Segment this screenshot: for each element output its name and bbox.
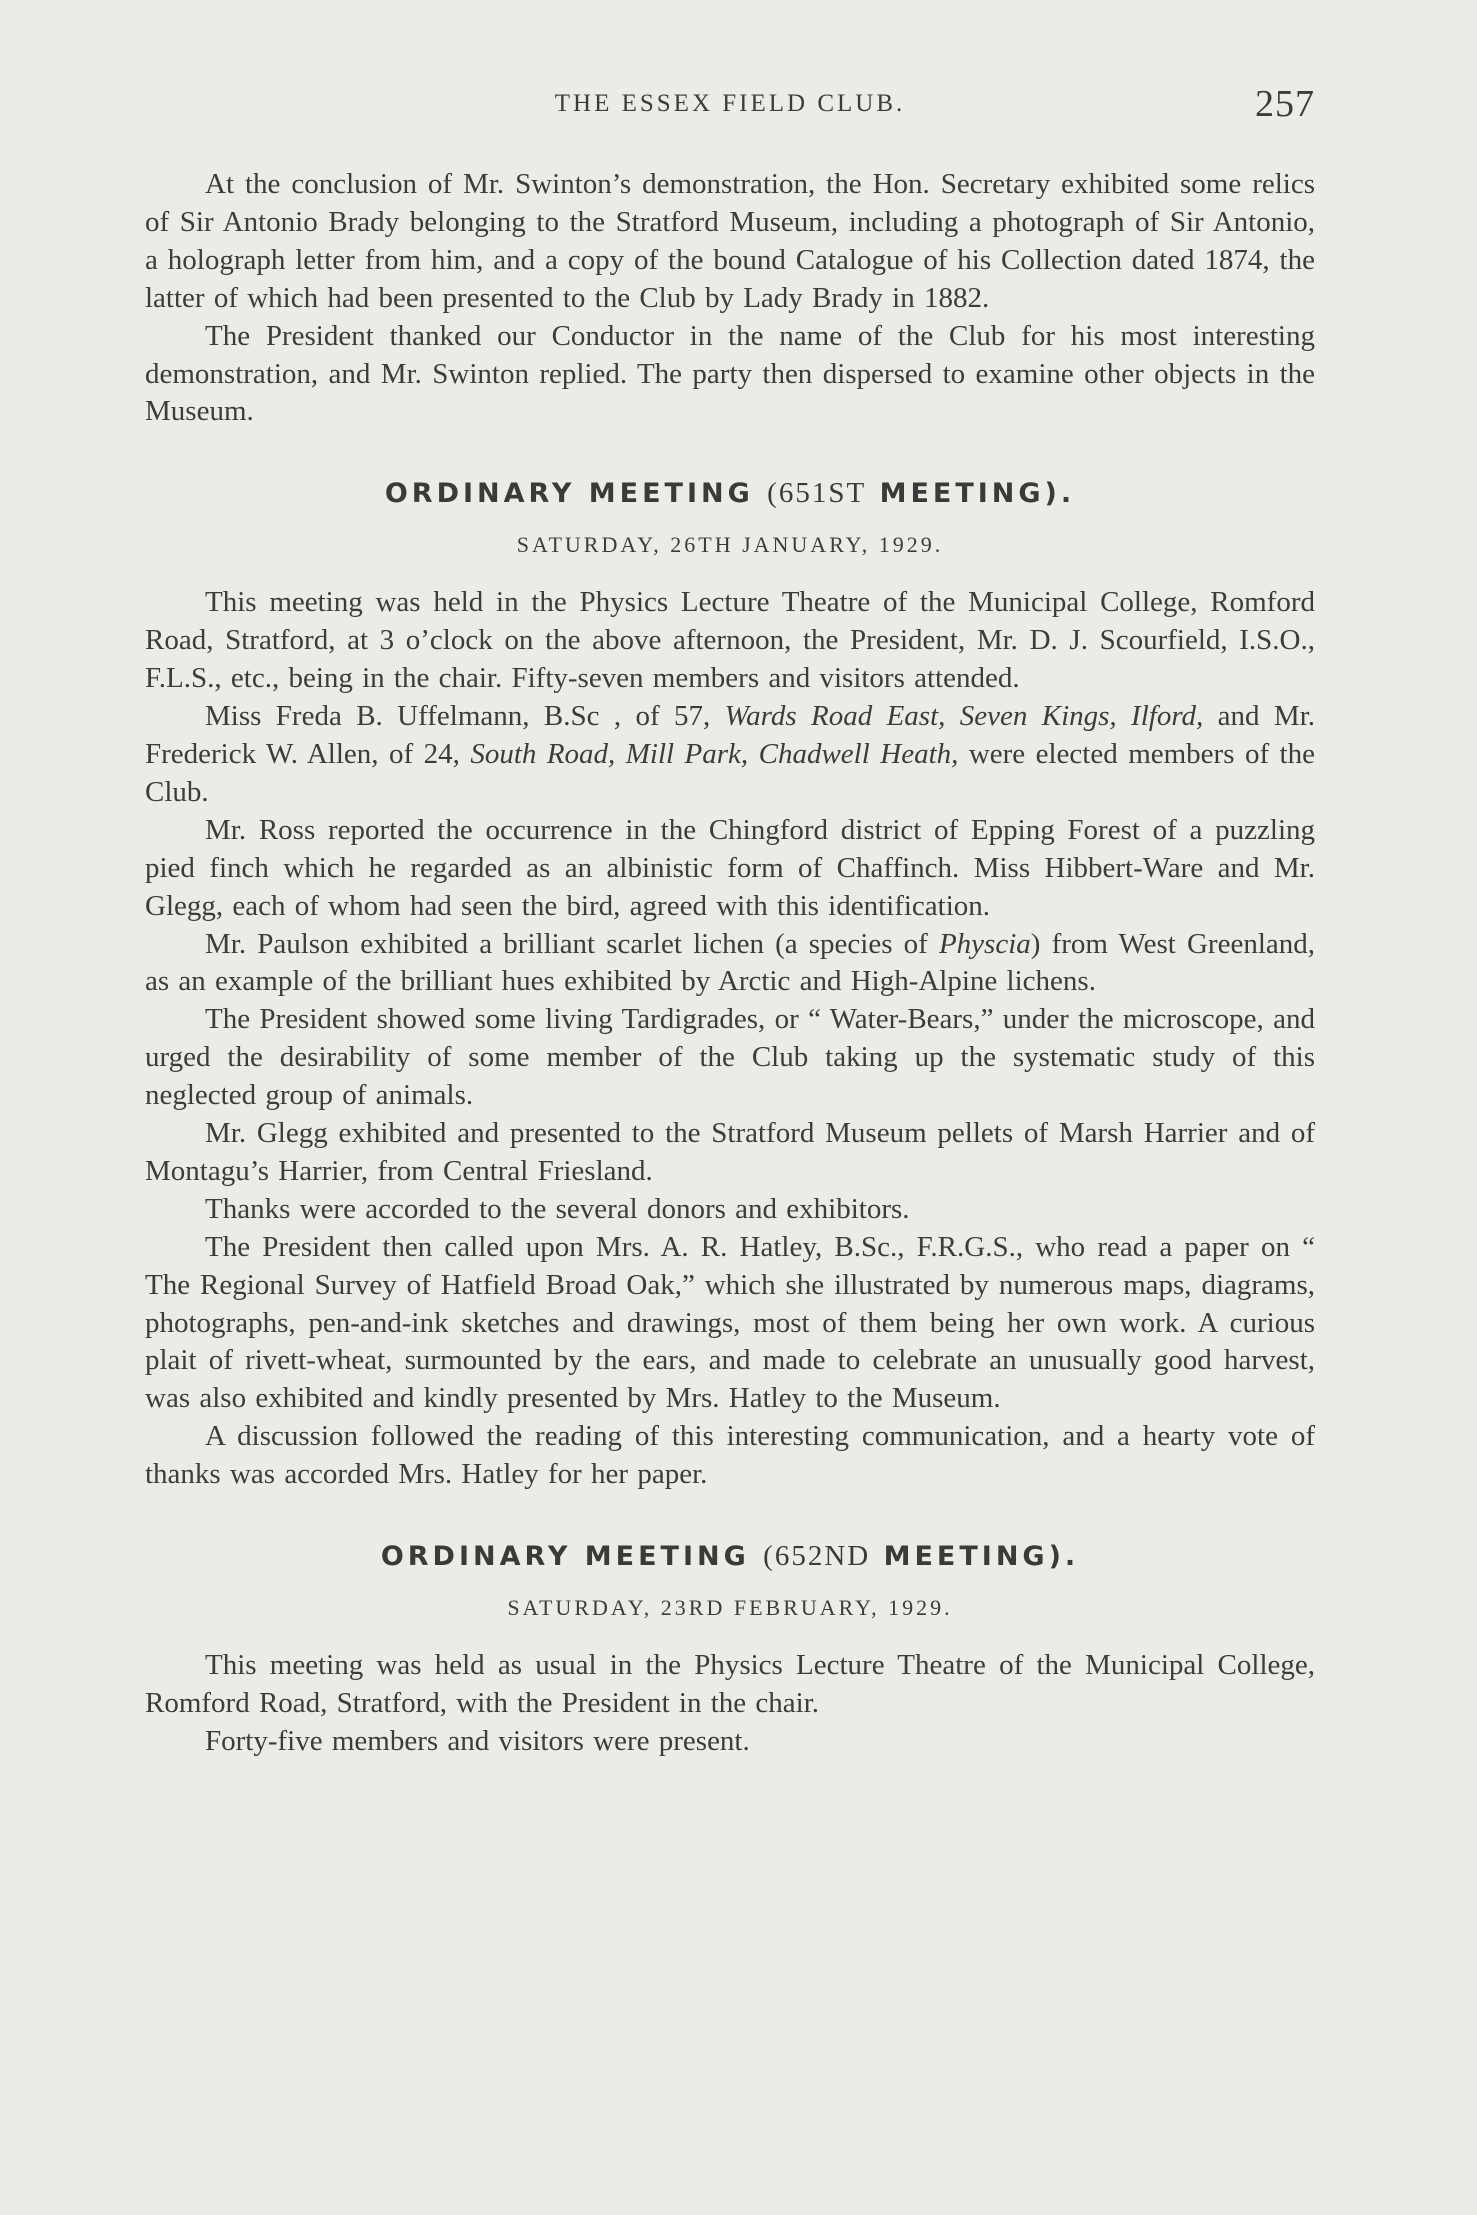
page-number: 257	[1255, 83, 1315, 125]
text-run: ) from West Greenland, as an example of the brilliant hues exhibited by Arctic and High-Alpine lichens.	[145, 927, 1315, 998]
heading-number: (651ST	[767, 477, 867, 510]
heading-number: (652ND	[763, 1540, 871, 1573]
meeting-date: SATURDAY, 26TH JANUARY, 1929.	[516, 532, 944, 558]
text-run: Mr. Paulson exhibited a brilliant scarlet lichen (a species of	[205, 927, 939, 960]
paragraph: Mr. Ross reported the occurrence in the Chingford district of Epping Forest of a puzzling pied finch which he regarded as an albinistic form of Chaffinch. Miss Hibbert-Ware and Mr. Glegg, each of whom had seen the bird, agreed with this identification.	[145, 813, 1315, 922]
paragraph: The President thanked our Conductor in the name of the Club for his most interesting demonstration, and Mr. Swinton replied. The party then dispersed to examine other objects in the Museum.	[145, 319, 1315, 428]
heading-main: ORDINARY MEETING	[380, 1541, 750, 1573]
genus-italic: Physcia	[938, 927, 1031, 960]
page-header	[145, 82, 1315, 132]
paragraph: This meeting was held in the Physics Lecture Theatre of the Municipal College, Romford Road, Stratford, at 3 o’clock on the above afternoon, the President, Mr. D. J. Scourfield, I.S.O., F.L.S., etc., being in the chair. Fifty-seven members and visitors attended.	[145, 586, 1315, 695]
paragraph	[145, 698, 1315, 812]
heading-end: MEETING).	[879, 478, 1076, 510]
paragraph	[145, 926, 1315, 1002]
document-page	[145, 82, 1315, 1761]
paragraph: A discussion followed the reading of this interesting communication, and a hearty vote of thanks was accorded Mrs. Hatley for her paper.	[145, 1420, 1315, 1491]
paragraph: The President then called upon Mrs. A. R. Hatley, B.Sc., F.R.G.S., who read a paper on “ The Regional Survey of Hatfield Broad Oak,” which she illustrated by numerous maps, diagrams, photographs, pen-and-ink sketches and drawings, most of them being her own work. A curious plait of rivett-wheat, surmounted by the ears, and made to celebrate an unusually good harvest, was also exhibited and kindly presented by Mrs. Hatley to the Museum.	[145, 1230, 1315, 1415]
heading-main: ORDINARY MEETING	[384, 478, 754, 510]
meeting-date: SATURDAY, 23RD FEBRUARY, 1929.	[507, 1595, 953, 1621]
text-run: and Mr. Frederick W. Allen, of 24,	[145, 700, 1316, 770]
paragraph: At the conclusion of Mr. Swinton’s demonstration, the Hon. Secretary exhibited some relics of Sir Antonio Brady belonging to the Stratford Museum, including a photograph of Sir Antonio, a holograph letter from him, and a copy of the bound Catalogue of his Collection dated 1874, the latter of which had been presented to the Club by Lady Brady in 1882.	[145, 168, 1315, 314]
paragraph: Mr. Glegg exhibited and presented to the Stratford Museum pellets of Marsh Harrier and of Montagu’s Harrier, from Central Friesland.	[145, 1117, 1315, 1187]
section-heading-652	[145, 1540, 1315, 1573]
text-run: Miss Freda B. Uffelmann, B.Sc , of 57,	[205, 700, 725, 733]
paragraph: The President showed some living Tardigrades, or “ Water-Bears,” under the microscope, and urged the desirability of some member of the Club taking up the systematic study of this neglected group of animals.	[145, 1003, 1315, 1112]
address-italic: South Road, Mill Park, Chadwell Heath,	[470, 737, 959, 770]
paragraph: Thanks were accorded to the several donors and exhibitors.	[205, 1192, 910, 1225]
section-heading-651	[145, 477, 1315, 510]
address-italic: Wards Road East, Seven Kings, Ilford,	[724, 700, 1204, 733]
heading-end: MEETING).	[883, 1541, 1080, 1573]
text-run: were elected members of the Club.	[145, 737, 1315, 808]
paragraph: This meeting was held as usual in the Physics Lecture Theatre of the Municipal College, Romford Road, Stratford, with the President in the chair.	[145, 1649, 1315, 1719]
running-title: THE ESSEX FIELD CLUB.	[554, 90, 906, 117]
paragraph: Forty-five members and visitors were present.	[205, 1724, 750, 1757]
